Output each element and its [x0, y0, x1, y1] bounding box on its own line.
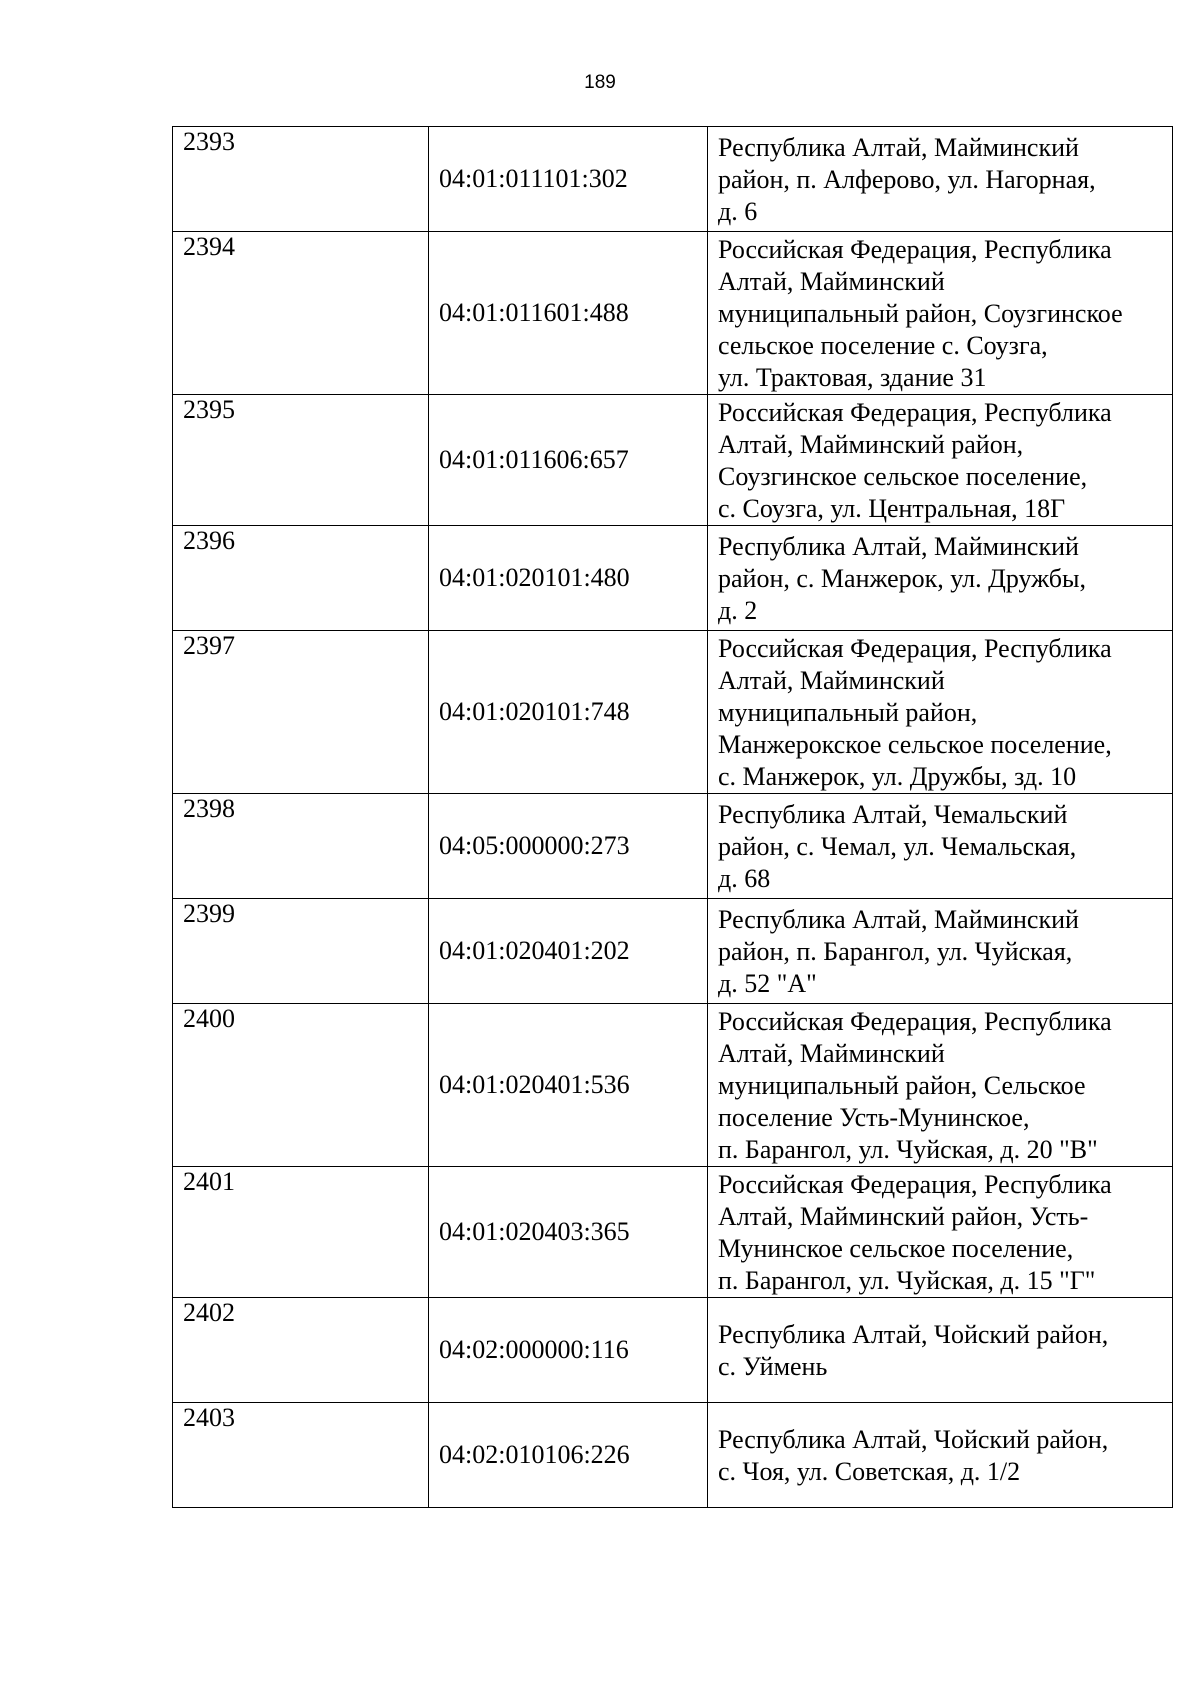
address-line: д. 52 "А"	[718, 969, 817, 998]
table-row	[173, 1167, 1173, 1298]
address-line: с. Манжерок, ул. Дружбы, зд. 10	[718, 762, 1077, 791]
cadastral-number-cell: 04:01:011606:657	[429, 395, 708, 526]
address-line: Российская Федерация, Республика	[718, 1007, 1112, 1036]
cadastral-number-cell: 04:01:020403:365	[429, 1167, 708, 1298]
row-number-cell: 2401	[173, 1167, 429, 1298]
address-line: Республика Алтай, Майминский	[718, 532, 1079, 561]
address-line: п. Барангол, ул. Чуйская, д. 15 "Г"	[718, 1266, 1096, 1295]
address-line: Мунинское сельское поселение,	[718, 1234, 1074, 1263]
cadastral-number-cell: 04:01:020401:536	[429, 1004, 708, 1167]
address-line: Соузгинское сельское поселение,	[718, 462, 1088, 491]
address-line: Российская Федерация, Республика	[718, 1170, 1112, 1199]
address-line: Алтай, Майминский	[718, 666, 945, 695]
row-number-cell: 2399	[173, 899, 429, 1004]
address-line: Российская Федерация, Республика	[718, 634, 1112, 663]
table-row	[173, 1403, 1173, 1508]
table-row	[173, 232, 1173, 395]
row-number-cell: 2400	[173, 1004, 429, 1167]
table-row	[173, 1298, 1173, 1403]
address-cell	[708, 899, 1173, 1004]
cadastral-number-cell: 04:01:011601:488	[429, 232, 708, 395]
address-line: поселение Усть-Мунинское,	[718, 1103, 1030, 1132]
address-line: район, п. Барангол, ул. Чуйская,	[718, 937, 1073, 966]
address-line: Алтай, Майминский район, Усть-	[718, 1202, 1089, 1231]
address-line: Республика Алтай, Майминский	[718, 905, 1079, 934]
address-line: с. Уймень	[718, 1352, 828, 1381]
address-line: район, с. Манжерок, ул. Дружбы,	[718, 564, 1086, 593]
address-cell	[708, 127, 1173, 232]
address-cell	[708, 1004, 1173, 1167]
row-number-cell: 2394	[173, 232, 429, 395]
cadastral-number-cell: 04:01:011101:302	[429, 127, 708, 232]
cadastral-number-cell: 04:05:000000:273	[429, 794, 708, 899]
address-cell	[708, 1403, 1173, 1508]
table-row	[173, 127, 1173, 232]
address-line: район, с. Чемал, ул. Чемальская,	[718, 832, 1077, 861]
address-line: Республика Алтай, Чойский район,	[718, 1320, 1109, 1349]
table-row	[173, 526, 1173, 631]
address-line: Алтай, Майминский	[718, 267, 945, 296]
row-number-cell: 2403	[173, 1403, 429, 1508]
address-line: ул. Трактовая, здание 31	[718, 363, 987, 392]
address-line: муниципальный район, Соузгинское	[718, 299, 1123, 328]
address-line: Алтай, Майминский район,	[718, 430, 1024, 459]
table-row	[173, 794, 1173, 899]
table-row	[173, 899, 1173, 1004]
address-line: д. 68	[718, 864, 771, 893]
table-row	[173, 1004, 1173, 1167]
cadastral-number-cell: 04:01:020101:480	[429, 526, 708, 631]
address-line: муниципальный район, Сельское	[718, 1071, 1086, 1100]
cadastral-number-cell: 04:02:010106:226	[429, 1403, 708, 1508]
address-line: Республика Алтай, Майминский	[718, 133, 1079, 162]
address-line: д. 2	[718, 596, 758, 625]
row-number-cell: 2395	[173, 395, 429, 526]
address-cell	[708, 395, 1173, 526]
table-row	[173, 395, 1173, 526]
address-cell	[708, 1298, 1173, 1403]
page-number: 189	[584, 72, 616, 93]
cadastral-number-cell: 04:02:000000:116	[429, 1298, 708, 1403]
address-line: д. 6	[718, 197, 758, 226]
address-cell	[708, 232, 1173, 395]
row-number-cell: 2402	[173, 1298, 429, 1403]
row-number-cell: 2396	[173, 526, 429, 631]
address-line: сельское поселение с. Соузга,	[718, 331, 1048, 360]
address-line: Алтай, Майминский	[718, 1039, 945, 1068]
row-number-cell: 2393	[173, 127, 429, 232]
row-number-cell: 2397	[173, 631, 429, 794]
address-line: с. Соузга, ул. Центральная, 18Г	[718, 494, 1066, 523]
address-line: муниципальный район,	[718, 698, 978, 727]
cadastral-number-cell: 04:01:020101:748	[429, 631, 708, 794]
address-line: Российская Федерация, Республика	[718, 398, 1112, 427]
address-line: Республика Алтай, Чойский район,	[718, 1425, 1109, 1454]
address-cell	[708, 526, 1173, 631]
row-number-cell: 2398	[173, 794, 429, 899]
table-row	[173, 631, 1173, 794]
address-cell	[708, 631, 1173, 794]
address-line: п. Барангол, ул. Чуйская, д. 20 "В"	[718, 1135, 1098, 1164]
address-cell	[708, 794, 1173, 899]
address-cell	[708, 1167, 1173, 1298]
table-body	[173, 127, 1173, 1508]
address-line: район, п. Алферово, ул. Нагорная,	[718, 165, 1096, 194]
address-line: Манжерокское сельское поселение,	[718, 730, 1112, 759]
address-line: Российская Федерация, Республика	[718, 235, 1112, 264]
cadastral-number-cell: 04:01:020401:202	[429, 899, 708, 1004]
address-line: с. Чоя, ул. Советская, д. 1/2	[718, 1457, 1021, 1486]
property-table	[172, 126, 1173, 1508]
address-line: Республика Алтай, Чемальский	[718, 800, 1068, 829]
